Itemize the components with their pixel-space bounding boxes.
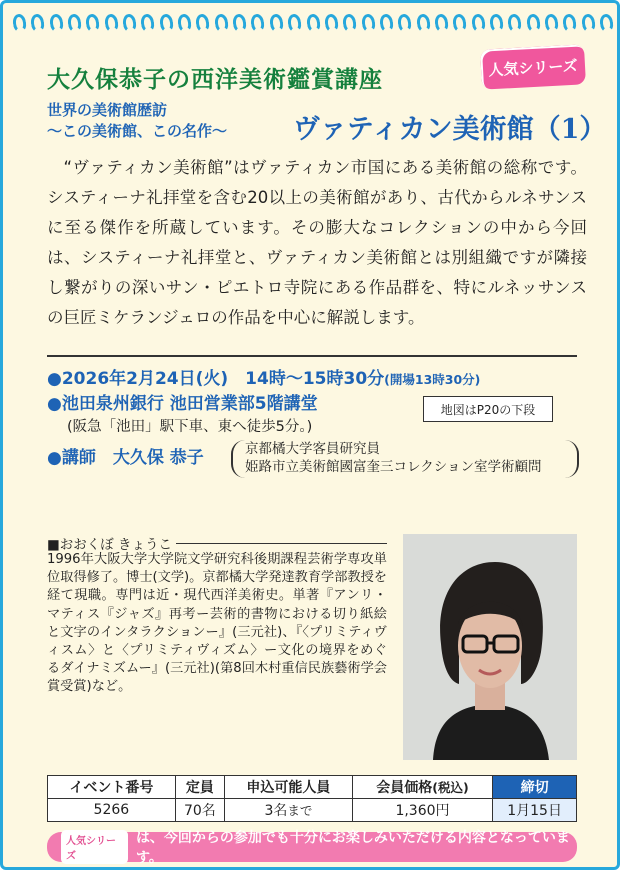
- lecturer: ●講師 大久保 恭子: [47, 448, 204, 468]
- subtitle-line2: 〜この美術館、この名作〜: [47, 122, 228, 140]
- popular-series-badge: 人気シリーズ: [480, 44, 586, 89]
- venue-access: (阪急「池田」駅下車、東へ徒歩5分。): [67, 419, 313, 435]
- lecturer-photo: [403, 534, 577, 760]
- description: “ヴァティカン美術館”はヴァティカン市国にある美術館の総称です。システィーナ礼拝堂を含む20以上の美術館があり、古代からルネサンスに至る傑作を所蔵しています。その膨大なコレクションの中から今回は、システィーナ礼拝堂と、ヴァティカン美術館とは別組織ですが隣接し繋がりの深いサン・ピエトロ寺院にある作品群を、特にルネッサンスの巨匠ミケランジェロの作品を中心に解説します。: [47, 158, 587, 327]
- header-capacity: 定員: [175, 776, 224, 799]
- bio-heading: [47, 533, 387, 553]
- applicants: 3名まで: [225, 799, 353, 822]
- affiliation-line2: 姫路市立美術館國富奎三コレクション室学術顧問: [245, 459, 542, 475]
- subtitle-line1: 世界の美術館歴訪: [47, 101, 168, 119]
- table-header-row: [48, 776, 577, 799]
- series-title: 大久保恭子の西洋美術鑑賞講座: [47, 67, 383, 93]
- event-table: [47, 775, 577, 822]
- event-number: 5266: [48, 799, 176, 822]
- header-member-price: 会員価格(税込): [352, 776, 492, 799]
- lecturer-affiliation: [231, 440, 579, 478]
- bio-text: 1996年大阪大学大学院文学研究科後期課程芸術学専攻単位取得修了。博士(文学)。京都橘大学発達教育学部教授を経て現職。専門は近・現代西洋美術史。単著『アンリ・マティス『ジャズ』再考ー芸術的書物における切り紙絵と文字のインタラクションー』(三元社)、『〈プリミティヴィスム〉と〈プリミティヴィズム〉ー文化の境界をめぐるダイナミズムー』(三元社)(第8回木村重信民族藝術学会賞受賞)など。: [47, 552, 387, 695]
- affiliation-line1: 京都橘大学客員研究員: [245, 441, 380, 457]
- member-price: 1,360円: [352, 799, 492, 822]
- event-venue: ●池田泉州銀行 池田営業部5階講堂: [47, 394, 318, 414]
- header-deadline: 締切: [493, 776, 577, 799]
- spiral-binding: [13, 11, 613, 35]
- lecture-title: ヴァティカン美術館（1）: [293, 114, 607, 145]
- footer-series-tag: 人気シリーズ: [61, 830, 128, 864]
- deadline: 1月15日: [493, 799, 577, 822]
- header-event-number: イベント番号: [48, 776, 176, 799]
- capacity: 70名: [175, 799, 224, 822]
- table-row: [48, 799, 577, 822]
- bio-heading-text: ■おおくぼ きょうこ: [47, 537, 173, 553]
- opening-time: (開場13時30分): [384, 372, 481, 387]
- header-applicants: 申込可能人員: [225, 776, 353, 799]
- date-text: ●2026年2月24日(火) 14時〜15時30分: [47, 369, 385, 389]
- event-date: [47, 364, 480, 389]
- footer-text: は、今回からの参加でも十分にお楽しみいただける内容となっています。: [135, 830, 570, 866]
- series-footer-note: [47, 830, 577, 866]
- divider: [47, 355, 577, 357]
- map-note: 地図はP20の下段: [423, 396, 553, 422]
